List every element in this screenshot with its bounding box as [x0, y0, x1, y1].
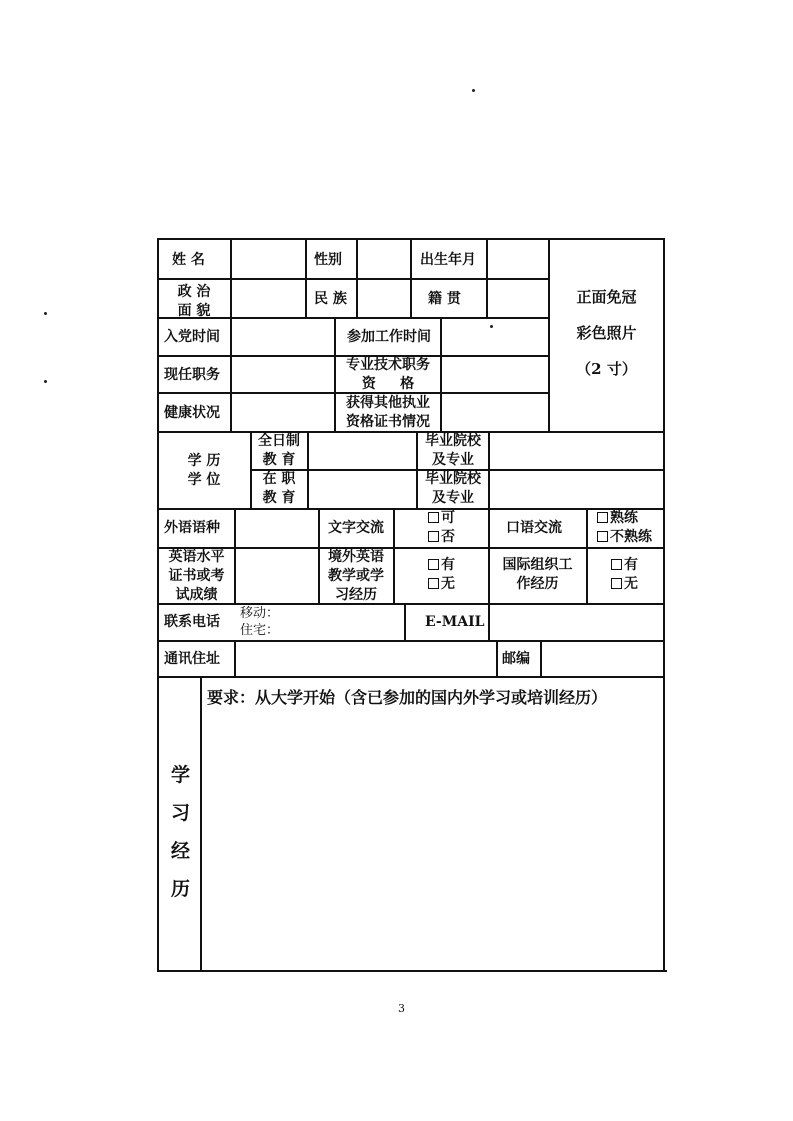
written-option-cannot[interactable]: 否	[428, 528, 455, 547]
current-position-label: 现任职务	[164, 367, 220, 383]
scan-speck	[490, 325, 493, 328]
birth-date-label: 出生年月	[420, 252, 476, 268]
scan-speck	[44, 312, 47, 315]
email-label: E-MAIL	[425, 614, 485, 630]
col-line	[488, 431, 490, 509]
col-line	[404, 603, 406, 641]
col-line	[540, 640, 542, 677]
foreign-language-label: 外语语种	[164, 520, 220, 536]
checkbox-icon	[428, 559, 439, 570]
checkbox-icon	[428, 578, 439, 589]
table-border-right	[663, 238, 665, 972]
photo-placeholder: 正面免冠 彩色照片 （2 寸）	[576, 288, 637, 378]
scan-speck	[44, 380, 47, 383]
ethnicity-label: 民 族	[314, 291, 347, 307]
table-border-left	[157, 238, 159, 972]
col-line	[200, 676, 202, 972]
overseas-english-label: 境外英语 教学或学 习经历	[328, 549, 384, 603]
inservice-education-label: 在 职 教 育	[262, 471, 296, 506]
mobile-label: 移动：	[240, 606, 280, 621]
col-line	[234, 640, 236, 677]
written-communication-label: 文字交流	[328, 520, 384, 536]
graduate-school-label: 毕业院校 及专业	[425, 471, 481, 506]
mailing-address-label: 通讯住址	[164, 651, 220, 667]
political-status-label: 政 治 面 貌	[177, 284, 211, 319]
col-line	[393, 508, 395, 604]
party-join-date-label: 入党时间	[164, 329, 220, 345]
english-level-label: 英语水平 证书或考 试成绩	[168, 549, 225, 603]
col-line	[496, 640, 498, 677]
page-number: 3	[398, 1002, 405, 1015]
health-status-label: 健康状况	[164, 405, 220, 421]
postcode-label: 邮编	[502, 651, 530, 667]
col-line	[234, 508, 236, 604]
name-label: 姓 名	[172, 252, 205, 268]
overseas-option-no[interactable]: 无	[428, 575, 455, 594]
home-phone-label: 住宅：	[240, 623, 280, 638]
study-history-char: 经	[171, 840, 191, 862]
intl-org-experience-label: 国际组织工 作经历	[502, 557, 573, 592]
intl-option-yes[interactable]: 有	[611, 556, 638, 575]
overseas-option-yes[interactable]: 有	[428, 556, 455, 575]
col-line	[488, 603, 490, 641]
col-line	[230, 238, 232, 318]
scan-speck	[472, 89, 475, 92]
study-history-field[interactable]	[203, 712, 661, 968]
checkbox-icon	[428, 531, 439, 542]
checkbox-icon	[597, 512, 608, 523]
other-certificates-label: 获得其他执业 资格证书情况	[346, 395, 430, 430]
checkbox-icon	[611, 559, 622, 570]
gender-label: 性别	[314, 252, 342, 268]
col-line	[486, 238, 488, 318]
checkbox-icon	[428, 512, 439, 523]
contact-phone-label: 联系电话	[164, 614, 220, 630]
education-degree-label: 学 历 学 位	[187, 453, 221, 488]
intl-option-no[interactable]: 无	[611, 575, 638, 594]
written-option-can[interactable]: 可	[428, 509, 455, 528]
table-border-bottom	[157, 970, 667, 972]
study-history-char: 历	[171, 878, 191, 900]
col-line	[356, 238, 358, 318]
technical-title-label: 专业技术职务 资 格	[346, 357, 430, 392]
oral-option-not-fluent[interactable]: 不熟练	[597, 528, 652, 547]
col-line	[440, 317, 442, 432]
oral-option-fluent[interactable]: 熟练	[597, 509, 638, 528]
col-line	[230, 317, 232, 432]
oral-communication-label: 口语交流	[506, 520, 562, 536]
row-line	[157, 278, 549, 280]
checkbox-icon	[597, 531, 608, 542]
col-line	[410, 238, 412, 318]
col-line	[307, 431, 309, 509]
native-place-label: 籍 贯	[428, 291, 461, 307]
graduate-school-label: 毕业院校 及专业	[425, 433, 481, 468]
col-line	[305, 238, 307, 318]
col-line	[586, 508, 588, 604]
checkbox-icon	[611, 578, 622, 589]
study-requirement-text: 要求：从大学开始（含已参加的国内外学习或培训经历）	[207, 688, 608, 707]
fulltime-education-label: 全日制 教 育	[258, 433, 300, 468]
work-start-date-label: 参加工作时间	[347, 329, 431, 345]
study-history-char: 学	[171, 764, 191, 786]
study-history-char: 习	[171, 802, 191, 824]
